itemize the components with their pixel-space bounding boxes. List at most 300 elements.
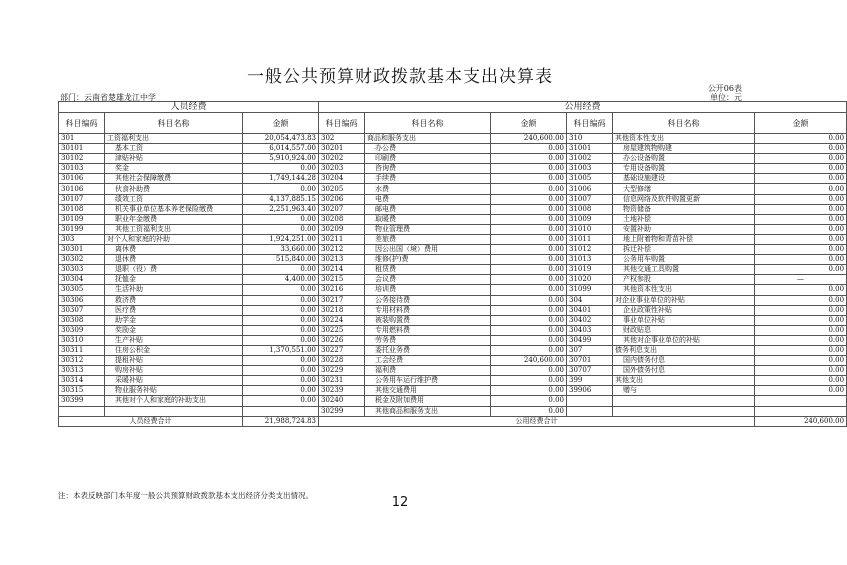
- item-amount: 0.00: [491, 204, 567, 214]
- item-name: 抚恤金: [105, 275, 243, 285]
- item-code: 30299: [319, 406, 365, 416]
- table-row: [59, 406, 847, 416]
- item-amount: 0.00: [755, 154, 847, 164]
- item-name: 基本工资: [105, 144, 243, 154]
- table-row: [59, 204, 847, 214]
- item-code: 30216: [319, 285, 365, 295]
- item-amount: 0.00: [243, 356, 319, 366]
- item-name: [105, 406, 243, 416]
- item-name: 大型修缮: [613, 184, 755, 194]
- item-name: 职业年金缴费: [105, 214, 243, 224]
- item-amount: 0.00: [491, 335, 567, 345]
- item-amount: 0.00: [491, 265, 567, 275]
- item-code: 30199: [59, 224, 105, 234]
- item-code: 30106: [59, 184, 105, 194]
- item-amount: 0.00: [755, 174, 847, 184]
- item-code: 31012: [567, 245, 613, 255]
- item-name: 专用材料费: [365, 305, 491, 315]
- item-code: 31009: [567, 214, 613, 224]
- item-name: 其他交通工具购置: [613, 265, 755, 275]
- item-name: 物业服务补贴: [105, 386, 243, 396]
- item-amount: 0.00: [755, 194, 847, 204]
- item-amount: 4,400.00: [243, 275, 319, 285]
- item-amount: 0.00: [755, 204, 847, 214]
- item-amount: 0.00: [243, 315, 319, 325]
- item-name: 其他资本性支出: [613, 134, 755, 144]
- item-amount: 1,370,551.00: [243, 345, 319, 355]
- personnel-section-header: 人员经费: [59, 102, 319, 113]
- name-header: 科目名称: [365, 113, 491, 134]
- item-code: 31002: [567, 154, 613, 164]
- item-code: 30107: [59, 194, 105, 204]
- item-name: 房屋建筑物购建: [613, 144, 755, 154]
- name-header: 科目名称: [105, 113, 243, 134]
- item-name: 其他对个人和家庭的补助支出: [105, 396, 243, 406]
- item-code: 30314: [59, 376, 105, 386]
- item-amount: 0.00: [491, 295, 567, 305]
- item-amount: 0.00: [755, 366, 847, 376]
- item-code: 31007: [567, 194, 613, 204]
- public-total-value: 240,600.00: [755, 416, 847, 426]
- code-header: 科目编码: [567, 113, 613, 134]
- item-name: 公务接待费: [365, 295, 491, 305]
- item-name: 邮电费: [365, 204, 491, 214]
- table-row: [59, 214, 847, 224]
- item-amount: 0.00: [755, 335, 847, 345]
- item-amount: [243, 406, 319, 416]
- table-row: [59, 305, 847, 315]
- item-name: 拆迁补偿: [613, 245, 755, 255]
- item-name: 生活补助: [105, 285, 243, 295]
- item-name: 津贴补贴: [105, 154, 243, 164]
- item-name: 国内债务付息: [613, 356, 755, 366]
- item-name: 救济费: [105, 295, 243, 305]
- item-amount: 0.00: [755, 315, 847, 325]
- item-name: 手续费: [365, 174, 491, 184]
- item-amount: 0.00: [755, 325, 847, 335]
- item-code: 30304: [59, 275, 105, 285]
- table-row: [59, 325, 847, 335]
- item-name: 财政贴息: [613, 325, 755, 335]
- table-row: [59, 144, 847, 154]
- item-name: 税金及附加费用: [365, 396, 491, 406]
- item-name: 事业单位补贴: [613, 315, 755, 325]
- item-amount: 0.00: [755, 144, 847, 154]
- item-name: 退职（役）费: [105, 265, 243, 275]
- item-amount: 0.00: [243, 265, 319, 275]
- item-amount: 0.00: [491, 376, 567, 386]
- item-name: 购房补贴: [105, 366, 243, 376]
- item-name: 专用设备购置: [613, 164, 755, 174]
- item-name: [613, 406, 755, 416]
- table-row: [59, 295, 847, 305]
- item-amount: 0.00: [491, 396, 567, 406]
- item-name: 商品和服务支出: [365, 134, 491, 144]
- table-row: [59, 134, 847, 144]
- item-code: 30109: [59, 214, 105, 224]
- item-amount: 0.00: [243, 295, 319, 305]
- item-name: 退休费: [105, 255, 243, 265]
- item-code: 30399: [59, 396, 105, 406]
- item-name: 生产补贴: [105, 335, 243, 345]
- item-amount: 0.00: [491, 154, 567, 164]
- item-code: 31005: [567, 174, 613, 184]
- item-amount: 33,660.00: [243, 245, 319, 255]
- item-name: 企业政策性补贴: [613, 305, 755, 315]
- table-row: [59, 164, 847, 174]
- item-code: 30214: [319, 265, 365, 275]
- item-code: 30217: [319, 295, 365, 305]
- item-name: 其他社会保障缴费: [105, 174, 243, 184]
- item-code: 31008: [567, 204, 613, 214]
- item-code: [567, 396, 613, 406]
- item-name: 工资福利支出: [105, 134, 243, 144]
- item-code: 30209: [319, 224, 365, 234]
- item-name: 专用燃料费: [365, 325, 491, 335]
- item-name: 产权参股: [613, 275, 755, 285]
- item-amount: 0.00: [491, 234, 567, 244]
- item-amount: 0.00: [755, 164, 847, 174]
- item-name: 印刷费: [365, 154, 491, 164]
- item-name: 其他交通费用: [365, 386, 491, 396]
- item-amount: 0.00: [491, 386, 567, 396]
- item-amount: 0.00: [243, 164, 319, 174]
- item-code: 30315: [59, 386, 105, 396]
- item-name: 其他资本性支出: [613, 285, 755, 295]
- item-name: 信息网络及软件购置更新: [613, 194, 755, 204]
- item-name: 采暖补贴: [105, 376, 243, 386]
- item-name: 公务用车购置: [613, 255, 755, 265]
- item-amount: [755, 406, 847, 416]
- item-code: 30311: [59, 345, 105, 355]
- item-code: 30213: [319, 255, 365, 265]
- table-row: [59, 184, 847, 194]
- amount-header: 金额: [491, 113, 567, 134]
- item-name: 其他对企事业单位的补贴: [613, 335, 755, 345]
- item-amount: 0.00: [243, 335, 319, 345]
- item-code: 304: [567, 295, 613, 305]
- item-name: 公务用车运行维护费: [365, 376, 491, 386]
- item-name: 其他支出: [613, 376, 755, 386]
- item-amount: 4,137,885.15: [243, 194, 319, 204]
- item-name: 劳务费: [365, 335, 491, 345]
- unit-label: 单位：元: [710, 93, 742, 102]
- item-name: 咨询费: [365, 164, 491, 174]
- item-amount: 20,054,473.83: [243, 134, 319, 144]
- item-amount: 0.00: [243, 214, 319, 224]
- item-code: 30306: [59, 295, 105, 305]
- item-code: 31013: [567, 255, 613, 265]
- item-name: 安置补助: [613, 224, 755, 234]
- personnel-total-label: 人员经费合计: [59, 416, 243, 426]
- table-row: [59, 224, 847, 234]
- item-code: 30707: [567, 366, 613, 376]
- item-amount: 515,840.00: [243, 255, 319, 265]
- item-amount: 2,251,963.40: [243, 204, 319, 214]
- item-name: 住房公积金: [105, 345, 243, 355]
- item-amount: 0.00: [491, 315, 567, 325]
- item-name: 伙食补助费: [105, 184, 243, 194]
- item-amount: 0.00: [491, 255, 567, 265]
- item-amount: 0.00: [243, 305, 319, 315]
- item-amount: 0.00: [755, 265, 847, 275]
- item-amount: 0.00: [755, 134, 847, 144]
- table-row: [59, 356, 847, 366]
- item-name: 奖励金: [105, 325, 243, 335]
- item-code: 30312: [59, 356, 105, 366]
- item-name: 福利费: [365, 366, 491, 376]
- item-name: 水费: [365, 184, 491, 194]
- item-amount: 0.00: [491, 224, 567, 234]
- table-row: [59, 234, 847, 244]
- item-amount: 0.00: [491, 366, 567, 376]
- item-amount: 0.00: [491, 275, 567, 285]
- public-total-label: 公用经费合计: [319, 416, 755, 426]
- item-amount: 0.00: [491, 194, 567, 204]
- table-row: [59, 345, 847, 355]
- item-name: 助学金: [105, 315, 243, 325]
- table-row: [59, 265, 847, 275]
- item-amount: 0.00: [243, 325, 319, 335]
- table-row: [59, 386, 847, 396]
- item-name: 债务利息支出: [613, 345, 755, 355]
- item-code: 30103: [59, 164, 105, 174]
- item-name: 会议费: [365, 275, 491, 285]
- item-name: 维修(护)费: [365, 255, 491, 265]
- table-row: [59, 285, 847, 295]
- item-amount: 0.00: [755, 305, 847, 315]
- item-code: 30239: [319, 386, 365, 396]
- item-name: 对企业事业单位的补贴: [613, 295, 755, 305]
- item-code: 31006: [567, 184, 613, 194]
- item-name: 医疗费: [105, 305, 243, 315]
- item-amount: 0.00: [755, 345, 847, 355]
- amount-header: 金额: [243, 113, 319, 134]
- table-row: [59, 275, 847, 285]
- item-code: 30212: [319, 245, 365, 255]
- table-row: [59, 154, 847, 164]
- item-code: 30204: [319, 174, 365, 184]
- item-amount: 0.00: [755, 295, 847, 305]
- table-row: [59, 255, 847, 265]
- item-amount: 0.00: [491, 164, 567, 174]
- table-row: [59, 194, 847, 204]
- item-amount: 0.00: [243, 396, 319, 406]
- item-code: [567, 406, 613, 416]
- item-amount: 0.00: [491, 345, 567, 355]
- item-name: 离休费: [105, 245, 243, 255]
- item-name: 地上附着物和青苗补偿: [613, 234, 755, 244]
- item-code: 30302: [59, 255, 105, 265]
- item-amount: 0.00: [243, 285, 319, 295]
- table-row: [59, 245, 847, 255]
- item-code: 30305: [59, 285, 105, 295]
- item-amount: 0.00: [755, 184, 847, 194]
- item-amount: 0.00: [491, 285, 567, 295]
- name-header: 科目名称: [613, 113, 755, 134]
- footnote: 注：本表反映部门本年度一般公共预算财政拨款基本支出经济分类支出情况。: [58, 491, 313, 500]
- item-amount: 0.00: [491, 325, 567, 335]
- item-amount: 0.00: [755, 214, 847, 224]
- item-code: 31020: [567, 275, 613, 285]
- item-code: 30208: [319, 214, 365, 224]
- item-code: 31019: [567, 265, 613, 275]
- item-name: 其他工资福利支出: [105, 224, 243, 234]
- item-code: 30303: [59, 265, 105, 275]
- item-name: 委托业务费: [365, 345, 491, 355]
- item-code: 302: [319, 134, 365, 144]
- item-code: [59, 406, 105, 416]
- item-code: 31001: [567, 144, 613, 154]
- item-code: 30308: [59, 315, 105, 325]
- item-code: 399: [567, 376, 613, 386]
- item-amount: 0.00: [491, 245, 567, 255]
- item-name: 物业管理费: [365, 224, 491, 234]
- item-code: 30225: [319, 325, 365, 335]
- item-amount: 0.00: [491, 184, 567, 194]
- item-amount: 0.00: [755, 245, 847, 255]
- item-name: 差旅费: [365, 234, 491, 244]
- item-name: 工会经费: [365, 356, 491, 366]
- item-code: 30215: [319, 275, 365, 285]
- item-amount: 1,749,144.28: [243, 174, 319, 184]
- item-name: 办公费: [365, 144, 491, 154]
- code-header: 科目编码: [319, 113, 365, 134]
- item-code: 30310: [59, 335, 105, 345]
- item-name: 赠与: [613, 386, 755, 396]
- item-amount: 0.00: [491, 174, 567, 184]
- item-name: 物资储备: [613, 204, 755, 214]
- item-name: 机关事业单位基本养老保险缴费: [105, 204, 243, 214]
- item-code: 30205: [319, 184, 365, 194]
- item-name: 绩效工资: [105, 194, 243, 204]
- item-amount: 0.00: [491, 214, 567, 224]
- form-code: 公开06表: [707, 84, 742, 93]
- item-name: 培训费: [365, 285, 491, 295]
- item-code: 30106: [59, 174, 105, 184]
- item-amount: 0.00: [243, 386, 319, 396]
- item-code: 30403: [567, 325, 613, 335]
- table-row: [59, 315, 847, 325]
- item-code: 30307: [59, 305, 105, 315]
- item-amount: —: [755, 275, 847, 285]
- item-amount: 0.00: [243, 184, 319, 194]
- item-amount: 0.00: [243, 376, 319, 386]
- item-amount: 0.00: [755, 356, 847, 366]
- item-code: 30402: [567, 315, 613, 325]
- item-name: 办公设备购置: [613, 154, 755, 164]
- item-amount: 5,910,924.00: [243, 154, 319, 164]
- item-code: 31010: [567, 224, 613, 234]
- item-name: 因公出国（境）费用: [365, 245, 491, 255]
- item-code: 39906: [567, 386, 613, 396]
- item-name: [613, 396, 755, 406]
- code-header: 科目编码: [59, 113, 105, 134]
- item-name: 奖金: [105, 164, 243, 174]
- item-code: 30313: [59, 366, 105, 376]
- table-row: [59, 366, 847, 376]
- item-amount: 0.00: [755, 376, 847, 386]
- item-code: 30101: [59, 144, 105, 154]
- personnel-total-value: 21,988,724.83: [243, 416, 319, 426]
- item-code: 30228: [319, 356, 365, 366]
- table-row: [59, 376, 847, 386]
- item-name: 国外债务付息: [613, 366, 755, 376]
- item-amount: 0.00: [491, 144, 567, 154]
- department-label: 部门：云南省楚雄龙江中学: [60, 93, 156, 102]
- item-name: 基础设施建设: [613, 174, 755, 184]
- item-code: 30226: [319, 335, 365, 345]
- amount-header: 金额: [755, 113, 847, 134]
- item-code: 30102: [59, 154, 105, 164]
- item-code: 30227: [319, 345, 365, 355]
- item-code: 307: [567, 345, 613, 355]
- report-title: 一般公共预算财政拨款基本支出决算表: [247, 67, 553, 87]
- item-code: 30499: [567, 335, 613, 345]
- item-name: 对个人和家庭的补助: [105, 234, 243, 244]
- item-code: 31099: [567, 285, 613, 295]
- item-code: 30206: [319, 194, 365, 204]
- item-name: 取暖费: [365, 214, 491, 224]
- item-amount: 0.00: [755, 386, 847, 396]
- item-amount: 240,600.00: [491, 356, 567, 366]
- item-amount: 240,600.00: [491, 134, 567, 144]
- item-amount: 0.00: [243, 224, 319, 234]
- table-row: [59, 396, 847, 406]
- item-code: 30240: [319, 396, 365, 406]
- item-code: 30309: [59, 325, 105, 335]
- item-code: 310: [567, 134, 613, 144]
- item-amount: 0.00: [491, 406, 567, 416]
- item-code: 31011: [567, 234, 613, 244]
- item-name: 被装购置费: [365, 315, 491, 325]
- item-code: 30301: [59, 245, 105, 255]
- public-section-header: 公用经费: [319, 102, 847, 113]
- expenditure-table: [58, 101, 847, 427]
- item-code: 30108: [59, 204, 105, 214]
- item-amount: 0.00: [755, 255, 847, 265]
- item-amount: 0.00: [243, 366, 319, 376]
- item-amount: 0.00: [755, 224, 847, 234]
- item-code: 30201: [319, 144, 365, 154]
- item-code: 30224: [319, 315, 365, 325]
- item-code: 301: [59, 134, 105, 144]
- item-code: 30231: [319, 376, 365, 386]
- item-amount: 1,924,251.00: [243, 234, 319, 244]
- item-amount: 0.00: [491, 305, 567, 315]
- item-code: 30203: [319, 164, 365, 174]
- item-code: 303: [59, 234, 105, 244]
- item-code: 30207: [319, 204, 365, 214]
- item-code: 30218: [319, 305, 365, 315]
- item-amount: 0.00: [755, 285, 847, 295]
- table-row: [59, 174, 847, 184]
- item-amount: [755, 396, 847, 406]
- table-row: [59, 335, 847, 345]
- item-name: 提租补贴: [105, 356, 243, 366]
- item-name: 电费: [365, 194, 491, 204]
- item-code: 30211: [319, 234, 365, 244]
- item-name: 其他商品和服务支出: [365, 406, 491, 416]
- page-number: 12: [391, 495, 409, 510]
- item-code: 30202: [319, 154, 365, 164]
- item-code: 30701: [567, 356, 613, 366]
- item-amount: 0.00: [755, 234, 847, 244]
- item-amount: 6,014,557.00: [243, 144, 319, 154]
- item-name: 土地补偿: [613, 214, 755, 224]
- item-name: 租赁费: [365, 265, 491, 275]
- item-code: 30401: [567, 305, 613, 315]
